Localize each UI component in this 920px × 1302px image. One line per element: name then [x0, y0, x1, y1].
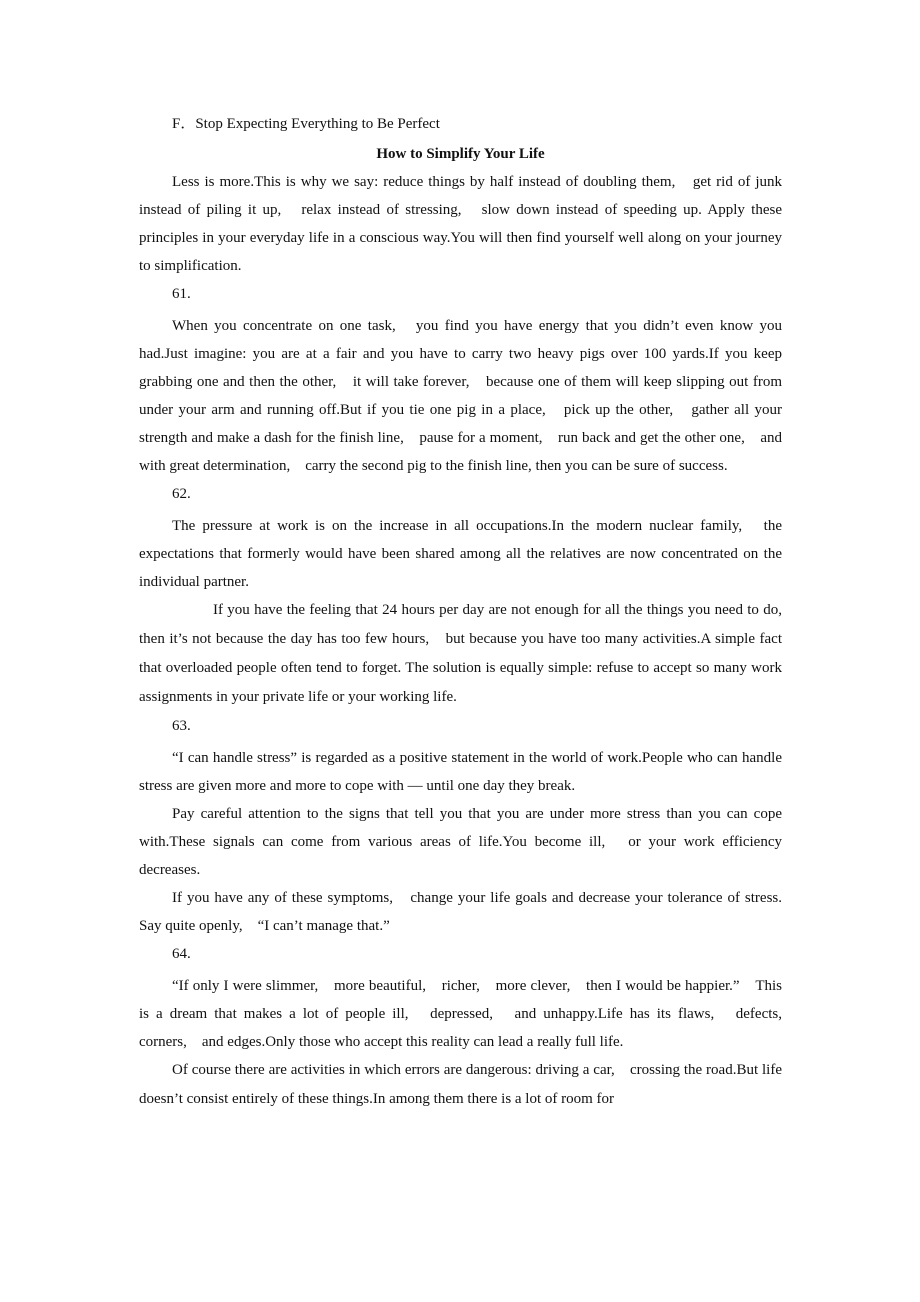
- paragraph-64a: “If only I were slimmer, more beautiful, richer, more clever, then I would be happier.” This is a dream that makes a lot of people ill, depressed, and unhappy.Life has its flaws, defects, corners, and edges.Only those who accept this reality can lead a really full life.: [139, 978, 798, 1050]
- question-number-64: 64.: [172, 946, 191, 962]
- paragraph-63a: “I can handle stress” is regarded as a positive statement in the world of work.People who can handle stress are given more and more to cope with — until one day they break.: [139, 750, 782, 794]
- intro-paragraph: Less is more.This is why we say: reduce things by half instead of doubling them, get rid of junk instead of piling it up, relax instead of stressing, slow down instead of speeding up. Apply these principles in your everyday life in a conscious way.You will then find yourself well along on your journey to simplification.: [139, 174, 782, 274]
- article-title: How to Simplify Your Life: [376, 146, 545, 162]
- paragraph-62a: The pressure at work is on the increase in all occupations.In the modern nuclear family, the expectations that formerly would have been shared among all the relatives are now concentrated on the individual partner.: [139, 518, 782, 590]
- document-page: [139, 110, 798, 1114]
- paragraph-63b: Pay careful attention to the signs that tell you that you are under more stress than you can cope with.These signals can come from various areas of life.You become ill, or your work efficiency decreases.: [139, 806, 782, 878]
- question-number-61: 61.: [172, 286, 191, 302]
- paragraph-61: When you concentrate on one task, you find you have energy that you didn’t even know you had.Just imagine: you are at a fair and you have to carry two heavy pigs over 100 yards.If you keep grabbing one and then the other, it will take forever, because one of them will keep slipping out from under your arm and running off.But if you tie one pig in a place, pick up the other, gather all your strength and make a dash for the finish line, pause for a moment, run back and get the other one, and with great determination, carry the second pig to the finish line, then you can be sure of success.: [139, 318, 782, 474]
- paragraph-62b: If you have the feeling that 24 hours per day are not enough for all the things you need to do, then it’s not because the day has too few hours, but because you have too many activities.A simple fact that overloaded people often tend to forget. The solution is equally simple: refuse to accept so many work assignments in your private life or your working life.: [139, 602, 798, 705]
- paragraph-64b: Of course there are activities in which errors are dangerous: driving a car, crossing the road.But life doesn’t consist entirely of these things.In among them there is a lot of room for: [139, 1062, 782, 1107]
- question-number-63: 63.: [172, 718, 191, 734]
- option-f-line: F．Stop Expecting Everything to Be Perfect: [172, 116, 440, 132]
- paragraph-63c: If you have any of these symptoms, change your life goals and decrease your tolerance of stress. Say quite openly, “I can’t manage that.”: [139, 890, 782, 934]
- question-number-62: 62.: [172, 486, 191, 502]
